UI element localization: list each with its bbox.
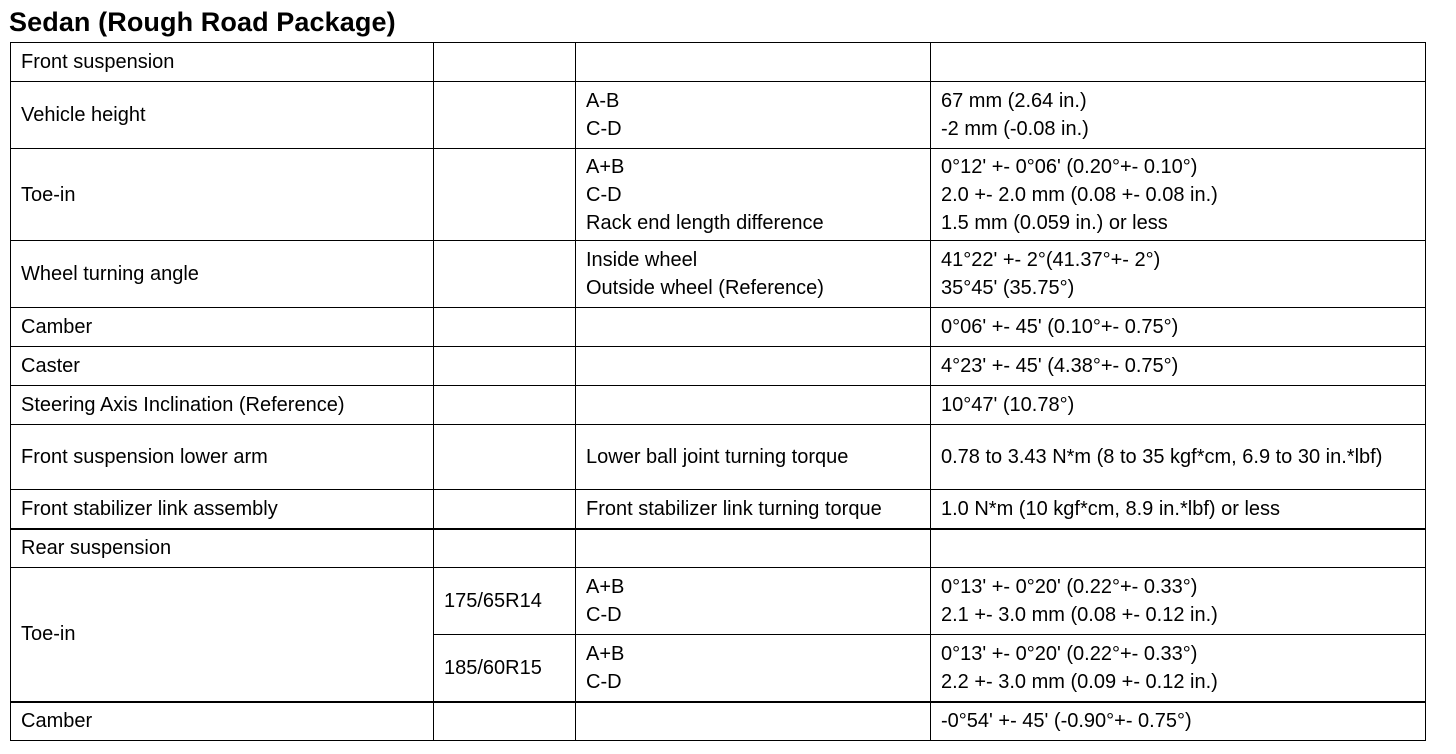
value-line: 2.2 +- 3.0 mm (0.09 +- 0.12 in.): [941, 670, 1218, 693]
condition-cell: [576, 386, 931, 425]
item-label: Front suspension lower arm: [21, 446, 268, 468]
condition-line: C-D: [586, 183, 622, 206]
item-cell: [11, 308, 434, 347]
value-line: -2 mm (-0.08 in.): [941, 118, 1089, 140]
table-row: [11, 386, 1426, 425]
value-cell: [931, 490, 1426, 529]
item-cell: [11, 386, 434, 425]
condition-cell: [576, 149, 931, 241]
item-label: Vehicle height: [21, 104, 146, 126]
value-cell: [931, 386, 1426, 425]
tire-size-cell: [434, 702, 576, 741]
value-line: 0°06' +- 45' (0.10°+- 0.75°): [941, 316, 1179, 338]
condition-cell: [576, 241, 931, 308]
table-row: [11, 241, 1426, 308]
tire-size-cell: [434, 43, 576, 82]
value-cell: [931, 568, 1426, 635]
tire-size-cell: [434, 386, 576, 425]
item-label: Toe-in: [21, 183, 76, 206]
condition-cell: [576, 529, 931, 568]
condition-cell: [576, 568, 931, 635]
condition-line: Outside wheel (Reference): [586, 277, 824, 299]
tire-size-cell: [434, 241, 576, 308]
condition-cell: [576, 702, 931, 741]
value-line: 67 mm (2.64 in.): [941, 90, 1087, 112]
value-line: 1.0 N*m (10 kgf*cm, 8.9 in.*lbf) or less: [941, 497, 1281, 520]
value-cell: [931, 347, 1426, 386]
table-row: [11, 529, 1426, 568]
table-row: [11, 43, 1426, 82]
value-cell: [931, 635, 1426, 702]
spec-table: [10, 42, 1426, 741]
value-line: 41°22' +- 2°(41.37°+- 2°): [941, 249, 1161, 271]
value-cell: [931, 308, 1426, 347]
condition-cell: [576, 347, 931, 386]
item-cell: [11, 149, 434, 241]
condition-line: Front stabilizer link turning torque: [586, 497, 882, 520]
table-row: [11, 347, 1426, 386]
condition-line: Inside wheel: [586, 249, 698, 271]
item-label: Toe-in: [21, 623, 76, 646]
condition-line: C-D: [586, 670, 622, 693]
item-cell: [11, 43, 434, 82]
condition-line: A+B: [586, 576, 625, 598]
value-line: 2.1 +- 3.0 mm (0.08 +- 0.12 in.): [941, 604, 1218, 626]
tire-size-cell: [434, 490, 576, 529]
tire-size-cell: [434, 149, 576, 241]
value-line: 4°23' +- 45' (4.38°+- 0.75°): [941, 355, 1179, 377]
value-cell: [931, 82, 1426, 149]
table-row: [11, 425, 1426, 490]
item-label: Caster: [21, 355, 80, 377]
value-cell: [931, 702, 1426, 741]
value-line: -0°54' +- 45' (-0.90°+- 0.75°): [941, 710, 1192, 733]
condition-cell: [576, 308, 931, 347]
value-line: 0.78 to 3.43 N*m (8 to 35 kgf*cm, 6.9 to 30 in.*lbf): [941, 446, 1383, 468]
table-row: [11, 568, 1426, 635]
table-row: [11, 702, 1426, 741]
item-cell: [11, 241, 434, 308]
condition-line: A-B: [586, 90, 620, 112]
item-cell: [11, 568, 434, 702]
item-label: Wheel turning angle: [21, 263, 199, 285]
value-line: 1.5 mm (0.059 in.) or less: [941, 211, 1168, 234]
value-line: 2.0 +- 2.0 mm (0.08 +- 0.08 in.): [941, 183, 1218, 206]
item-label: Front suspension: [21, 51, 175, 73]
item-label: Front stabilizer link assembly: [21, 497, 278, 520]
item-cell: [11, 347, 434, 386]
tire-size-cell: [434, 568, 576, 635]
condition-cell: [576, 82, 931, 149]
item-cell: [11, 490, 434, 529]
condition-cell: [576, 43, 931, 82]
value-cell: [931, 241, 1426, 308]
condition-cell: [576, 635, 931, 702]
page-title: Sedan (Rough Road Package): [9, 7, 396, 37]
value-cell: [931, 529, 1426, 568]
table-row: [11, 308, 1426, 347]
condition-line: Lower ball joint turning torque: [586, 446, 849, 468]
condition-line: A+B: [586, 642, 625, 665]
item-cell: [11, 529, 434, 568]
condition-cell: [576, 425, 931, 490]
value-line: 35°45' (35.75°): [941, 277, 1075, 299]
item-label: Camber: [21, 710, 93, 733]
condition-line: A+B: [586, 155, 625, 178]
value-cell: [931, 425, 1426, 490]
tire-size-cell: [434, 529, 576, 568]
condition-line: C-D: [586, 604, 622, 626]
table-row: [11, 82, 1426, 149]
tire-size-label: 185/60R15: [444, 656, 542, 679]
table-row: [11, 490, 1426, 529]
tire-size-cell: [434, 347, 576, 386]
item-label: Rear suspension: [21, 537, 172, 560]
tire-size-cell: [434, 425, 576, 490]
tire-size-cell: [434, 82, 576, 149]
value-cell: [931, 43, 1426, 82]
value-line: 0°13' +- 0°20' (0.22°+- 0.33°): [941, 642, 1198, 665]
item-label: Steering Axis Inclination (Reference): [21, 394, 345, 416]
value-cell: [931, 149, 1426, 241]
item-cell: [11, 702, 434, 741]
value-line: 0°12' +- 0°06' (0.20°+- 0.10°): [941, 155, 1198, 178]
item-cell: [11, 82, 434, 149]
condition-cell: [576, 490, 931, 529]
tire-size-cell: [434, 635, 576, 702]
value-line: 10°47' (10.78°): [941, 394, 1075, 416]
item-label: Camber: [21, 316, 93, 338]
tire-size-label: 175/65R14: [444, 590, 542, 612]
condition-line: C-D: [586, 118, 622, 140]
condition-line: Rack end length difference: [586, 211, 824, 234]
tire-size-cell: [434, 308, 576, 347]
value-line: 0°13' +- 0°20' (0.22°+- 0.33°): [941, 576, 1198, 598]
item-cell: [11, 425, 434, 490]
table-row: [11, 149, 1426, 241]
